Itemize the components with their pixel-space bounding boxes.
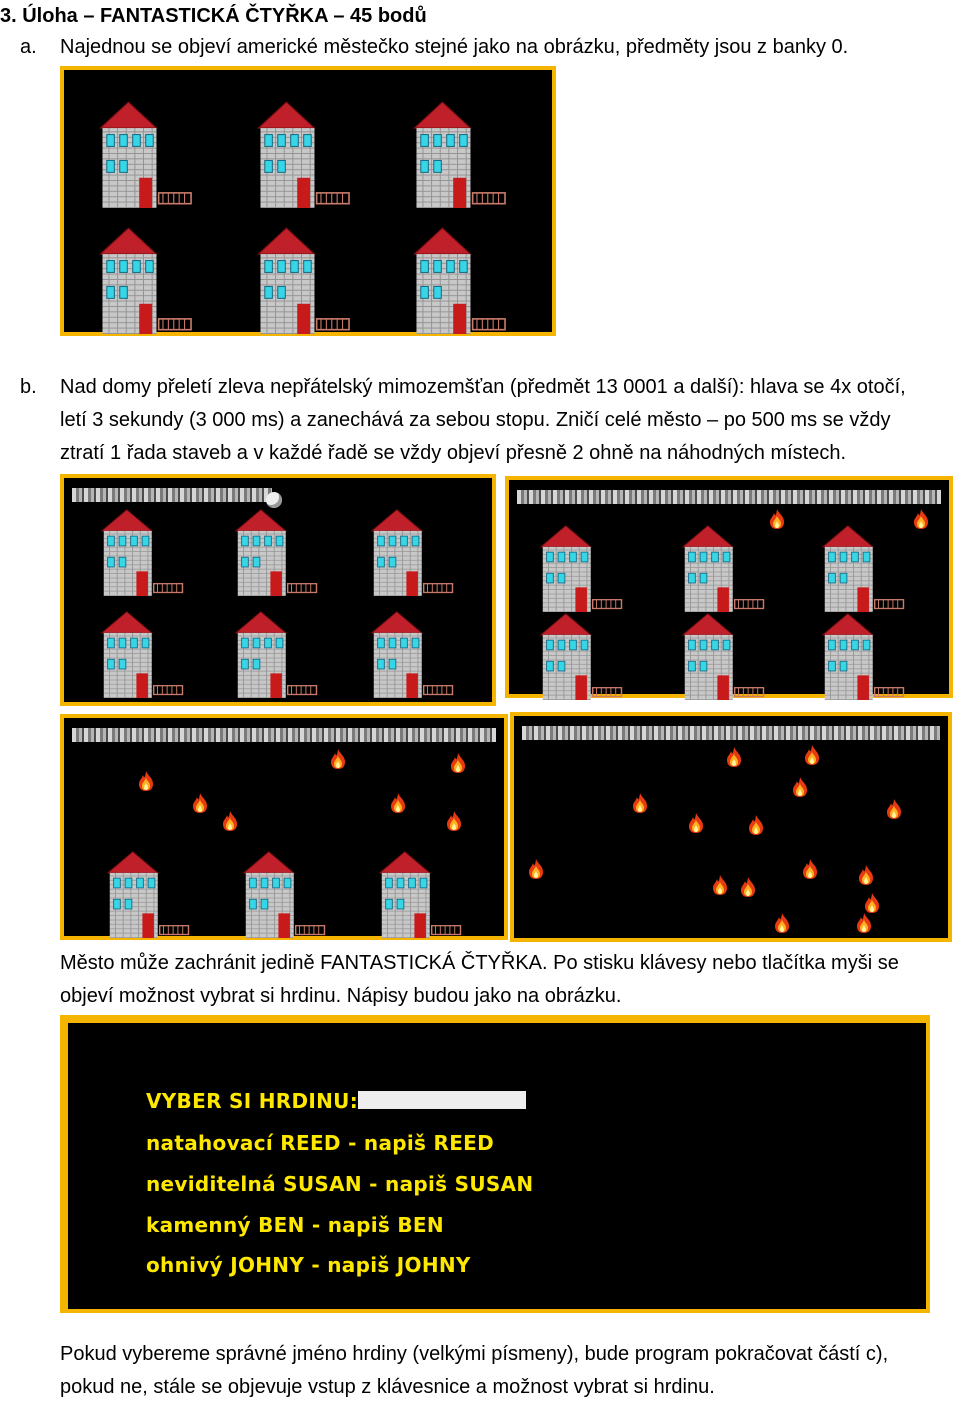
fire-icon: [136, 770, 156, 797]
fire-icon: [220, 810, 240, 837]
fire-icon: [790, 776, 810, 803]
house-icon: [537, 612, 633, 705]
frame-alien-flight: [60, 474, 496, 706]
fire-icon: [448, 752, 468, 779]
house-icon: [819, 612, 915, 705]
hero-select-title: VYBER SI HRDINU:: [146, 1089, 358, 1113]
part-b-label: b.: [20, 376, 37, 398]
fire-icon: [444, 810, 464, 837]
hero-select-screen: [60, 1015, 930, 1313]
fire-icon: [190, 792, 210, 819]
part-a-text: Najednou se objeví americké městečko stejné jako na obrázku, předměty jsou z banky 0.: [60, 36, 849, 58]
frame-first-row-destroyed: [505, 476, 953, 698]
hero-option-johny: ohnivý JOHNY - napiš JOHNY: [146, 1253, 471, 1277]
house-icon: [96, 226, 204, 339]
save-town-line-1: Město může zachránit jedině FANTASTICKÁ ČTYŘKA. Po stisku klávesy nebo tlačítka myši se: [60, 952, 899, 974]
frame-second-row-destroyed: [60, 714, 508, 940]
fire-icon: [526, 858, 546, 885]
hero-name-input[interactable]: [358, 1091, 526, 1109]
fire-icon: [802, 744, 822, 771]
house-icon: [376, 850, 472, 943]
fire-icon: [856, 864, 876, 891]
house-icon: [98, 610, 194, 703]
house-icon: [410, 100, 518, 213]
final-line-2: pokud ne, stále se objevuje vstup z klávesnice a možnost vybrat si hrdinu.: [60, 1376, 715, 1398]
hero-option-ben: kamenný BEN - napiš BEN: [146, 1213, 444, 1237]
alien-trail: [72, 488, 272, 502]
part-b-line-1: Nad domy přeletí zleva nepřátelský mimozemšťan (předmět 13 0001 a další): hlava se 4x otočí,: [60, 376, 906, 398]
save-town-line-2: objeví možnost vybrat si hrdinu. Nápisy budou jako na obrázku.: [60, 985, 622, 1007]
fire-icon: [686, 812, 706, 839]
house-icon: [254, 100, 362, 213]
part-b-line-2: letí 3 sekundy (3 000 ms) a zanechává za sebou stopu. Zničí celé město – po 500 ms se vždy: [60, 409, 891, 431]
house-icon: [679, 524, 775, 617]
house-icon: [679, 612, 775, 705]
alien-trail: [517, 490, 941, 504]
house-icon: [368, 610, 464, 703]
house-icon: [98, 508, 194, 601]
hero-option-susan: neviditelná SUSAN - napiš SUSAN: [146, 1172, 534, 1196]
house-icon: [537, 524, 633, 617]
fire-icon: [884, 798, 904, 825]
fire-icon: [772, 912, 792, 939]
fire-icon: [800, 858, 820, 885]
fire-icon: [746, 814, 766, 841]
frame-town-destroyed: [510, 712, 952, 942]
fire-icon: [388, 792, 408, 819]
part-b-line-3: ztratí 1 řada staveb a v každé řadě se vždy objeví přesně 2 ohně na náhodných místech.: [60, 442, 847, 464]
house-icon: [232, 610, 328, 703]
hero-option-reed: natahovací REED - napiš REED: [146, 1131, 495, 1155]
house-icon: [104, 850, 200, 943]
house-icon: [410, 226, 518, 339]
fire-icon: [710, 874, 730, 901]
fire-icon: [630, 792, 650, 819]
fire-icon: [724, 746, 744, 773]
part-a-label: a.: [20, 36, 37, 58]
house-icon: [240, 850, 336, 943]
house-icon: [232, 508, 328, 601]
alien-trail: [72, 728, 496, 742]
house-icon: [254, 226, 362, 339]
alien-trail: [522, 726, 940, 740]
task-heading: 3. Úloha – FANTASTICKÁ ČTYŘKA – 45 bodů: [0, 5, 427, 27]
final-line-1: Pokud vybereme správné jméno hrdiny (velkými písmeny), bude program pokračovat částí c),: [60, 1343, 889, 1365]
house-icon: [819, 524, 915, 617]
fire-icon: [328, 748, 348, 775]
town-image: [60, 66, 556, 336]
alien-head-icon: [266, 492, 282, 508]
fire-icon: [738, 876, 758, 903]
house-icon: [96, 100, 204, 213]
fire-icon: [854, 912, 874, 939]
house-icon: [368, 508, 464, 601]
